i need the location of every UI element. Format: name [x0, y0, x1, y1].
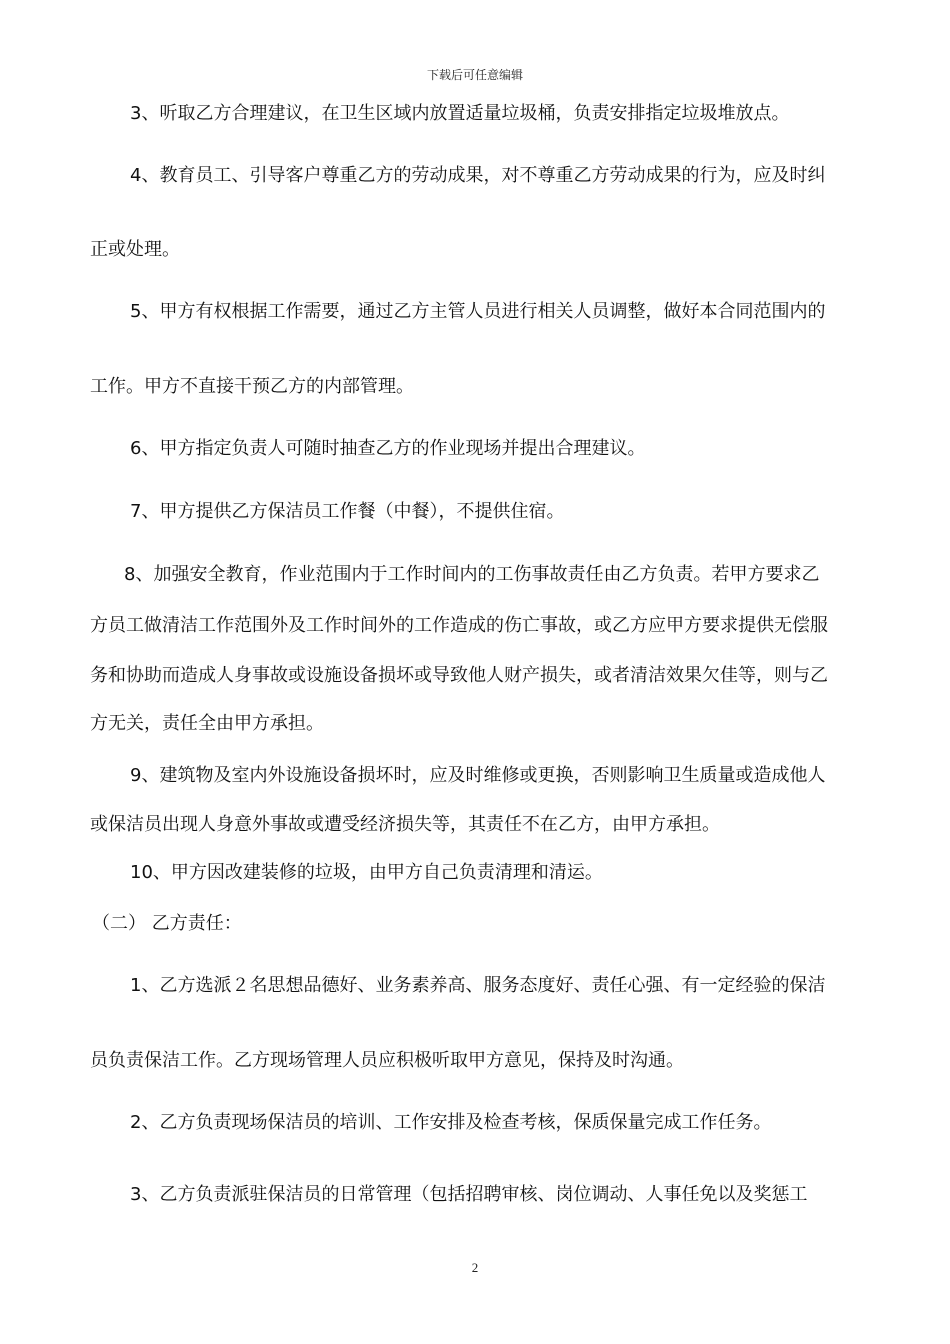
paragraph-line-13: 或保洁员出现人身意外事故或遭受经济损失等，其责任不在乙方，由甲方承担。	[90, 814, 720, 835]
paragraph-line-6: 6、甲方指定负责人可随时抽查乙方的作业现场并提出合理建议。	[130, 438, 646, 459]
paragraph-line-2: 4、教育员工、引导客户尊重乙方的劳动成果，对不尊重乙方劳动成果的行为，应及时纠	[130, 165, 826, 186]
paragraph-line-17: 2、乙方负责现场保洁员的培训、工作安排及检查考核，保质保量完成工作任务。	[130, 1112, 772, 1133]
paragraph-line-16: 员负责保洁工作。乙方现场管理人员应积极听取甲方意见，保持及时沟通。	[90, 1050, 684, 1071]
paragraph-line-4: 5、甲方有权根据工作需要，通过乙方主管人员进行相关人员调整，做好本合同范围内的	[130, 301, 826, 322]
paragraph-line-5: 工作。甲方不直接干预乙方的内部管理。	[90, 376, 414, 397]
paragraph-line-8: 8、加强安全教育，作业范围内于工作时间内的工伤事故责任由乙方负责。若甲方要求乙	[124, 564, 820, 585]
page-header-note: 下载后可任意编辑	[426, 68, 523, 82]
paragraph-line-12: 9、建筑物及室内外设施设备损坏时，应及时维修或更换，否则影响卫生质量或造成他人	[130, 765, 826, 786]
page-number: 2	[471, 1260, 479, 1275]
paragraph-line-14: 10、甲方因改建装修的垃圾，由甲方自己负责清理和清运。	[130, 862, 603, 883]
paragraph-line-1: 3、听取乙方合理建议，在卫生区域内放置适量垃圾桶，负责安排指定垃圾堆放点。	[130, 103, 790, 124]
paragraph-line-18: 3、乙方负责派驻保洁员的日常管理（包括招聘审核、岗位调动、人事任免以及奖惩工	[130, 1184, 808, 1205]
paragraph-line-9: 方员工做清洁工作范围外及工作时间外的工作造成的伤亡事故，或乙方应甲方要求提供无偿服	[90, 615, 828, 636]
paragraph-line-11: 方无关，责任全由甲方承担。	[90, 713, 324, 734]
paragraph-line-10: 务和协助而造成人身事故或设施设备损坏或导致他人财产损失，或者清洁效果欠佳等，则与乙	[90, 665, 828, 686]
paragraph-line-15: 1、乙方选派２名思想品德好、业务素养高、服务态度好、责任心强、有一定经验的保洁	[130, 975, 826, 996]
paragraph-line-7: 7、甲方提供乙方保洁员工作餐（中餐），不提供住宿。	[130, 501, 565, 522]
section-heading: （二） 乙方责任：	[92, 913, 242, 934]
paragraph-line-3: 正或处理。	[90, 239, 180, 260]
